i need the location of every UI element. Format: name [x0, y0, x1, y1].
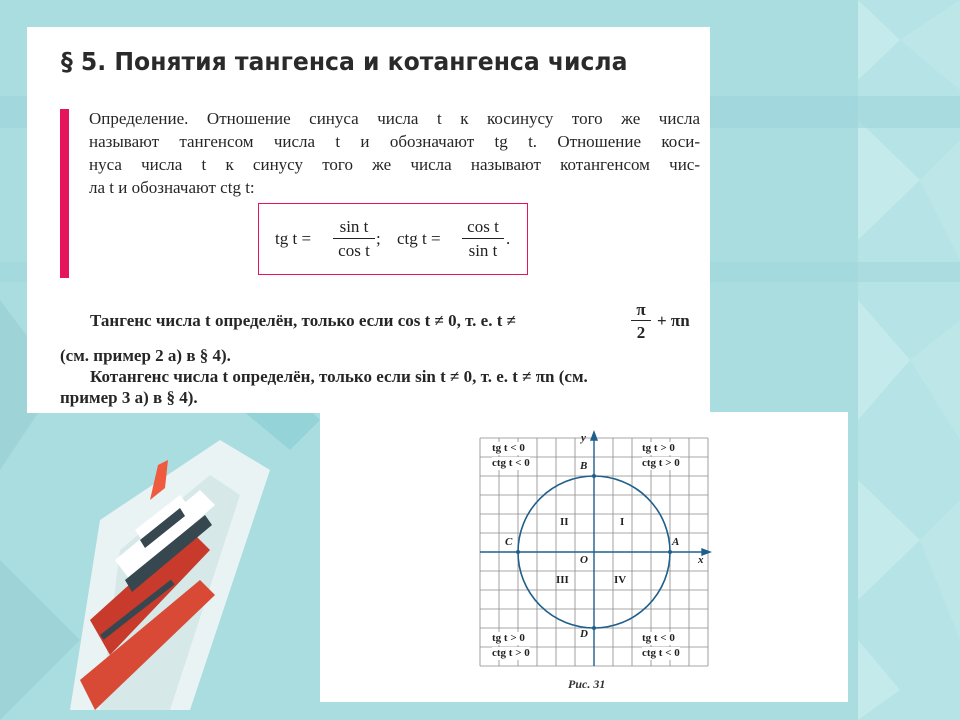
y-axis-label: y: [581, 432, 586, 444]
definition-line: нуса числа t к синусу того же числа называют котангенсом чис-: [89, 155, 700, 174]
definition-line: называют тангенсом числа t и обозначают tg t. Отношение коси-: [89, 132, 700, 151]
pi-numerator: π: [636, 300, 646, 319]
sign-label: ctg t < 0: [642, 647, 680, 659]
figure-caption: Рис. 31: [568, 677, 606, 691]
reference-text: (см. пример 2 а) в § 4).: [60, 346, 231, 365]
x-axis-label: x: [698, 554, 704, 566]
sign-label: tg t > 0: [642, 442, 675, 454]
quadrant-i-label: I: [620, 516, 625, 528]
textbook-page: [27, 27, 710, 413]
tg-label: tg t =: [275, 229, 312, 248]
tangent-condition: Тангенс числа t определён, только если cos t ≠ 0, т. е. t ≠: [90, 311, 516, 330]
origin-label: O: [580, 554, 588, 566]
cotangent-condition: Котангенс числа t определён, только если sin t ≠ 0, т. е. t ≠ πn (см.: [90, 367, 588, 386]
ctg-denominator: sin t: [468, 241, 498, 261]
fraction-bar: [462, 238, 504, 239]
ctg-label: ctg t =: [397, 229, 441, 248]
formula-box: [258, 203, 528, 275]
point-c-label: C: [505, 536, 513, 548]
separator: ;: [376, 229, 381, 248]
definition-line: Определение. Отношение синуса числа t к косинусу того же числа: [89, 109, 700, 128]
sign-label: ctg t < 0: [492, 457, 530, 469]
pi-denominator: 2: [636, 323, 646, 343]
figure-panel: [320, 412, 848, 702]
sign-label: tg t < 0: [492, 442, 525, 454]
fraction-bar: [333, 238, 375, 239]
quadrant-iv-label: IV: [614, 574, 627, 586]
formula-end: .: [506, 229, 511, 248]
tangent-condition-tail: + πn: [657, 311, 690, 330]
sign-label: tg t < 0: [642, 632, 675, 644]
quadrant-ii-label: II: [560, 516, 569, 528]
ctg-fraction: [462, 217, 504, 261]
sign-label: ctg t > 0: [642, 457, 680, 469]
ctg-numerator: cos t: [467, 217, 499, 236]
point-d-label: D: [580, 628, 588, 640]
tg-denominator: cos t: [338, 241, 370, 261]
ship-illustration: [40, 380, 330, 720]
definition-text: [89, 107, 700, 199]
quadrant-iii-label: III: [556, 574, 569, 586]
definition-line: ла t и обозначают ctg t:: [89, 178, 255, 197]
sign-label: tg t > 0: [492, 632, 525, 644]
point-b-label: B: [580, 460, 588, 472]
tg-fraction: [333, 217, 375, 261]
pi-over-2-fraction: [631, 300, 651, 343]
fraction-bar: [631, 320, 651, 321]
point-a-label: A: [672, 536, 680, 548]
sign-label: ctg t > 0: [492, 647, 530, 659]
reference-text: пример 3 а) в § 4).: [60, 388, 198, 407]
definition-marker: [60, 109, 69, 278]
tg-numerator: sin t: [339, 217, 369, 236]
page-title: § 5. Понятия тангенса и котангенса числа: [61, 47, 628, 76]
